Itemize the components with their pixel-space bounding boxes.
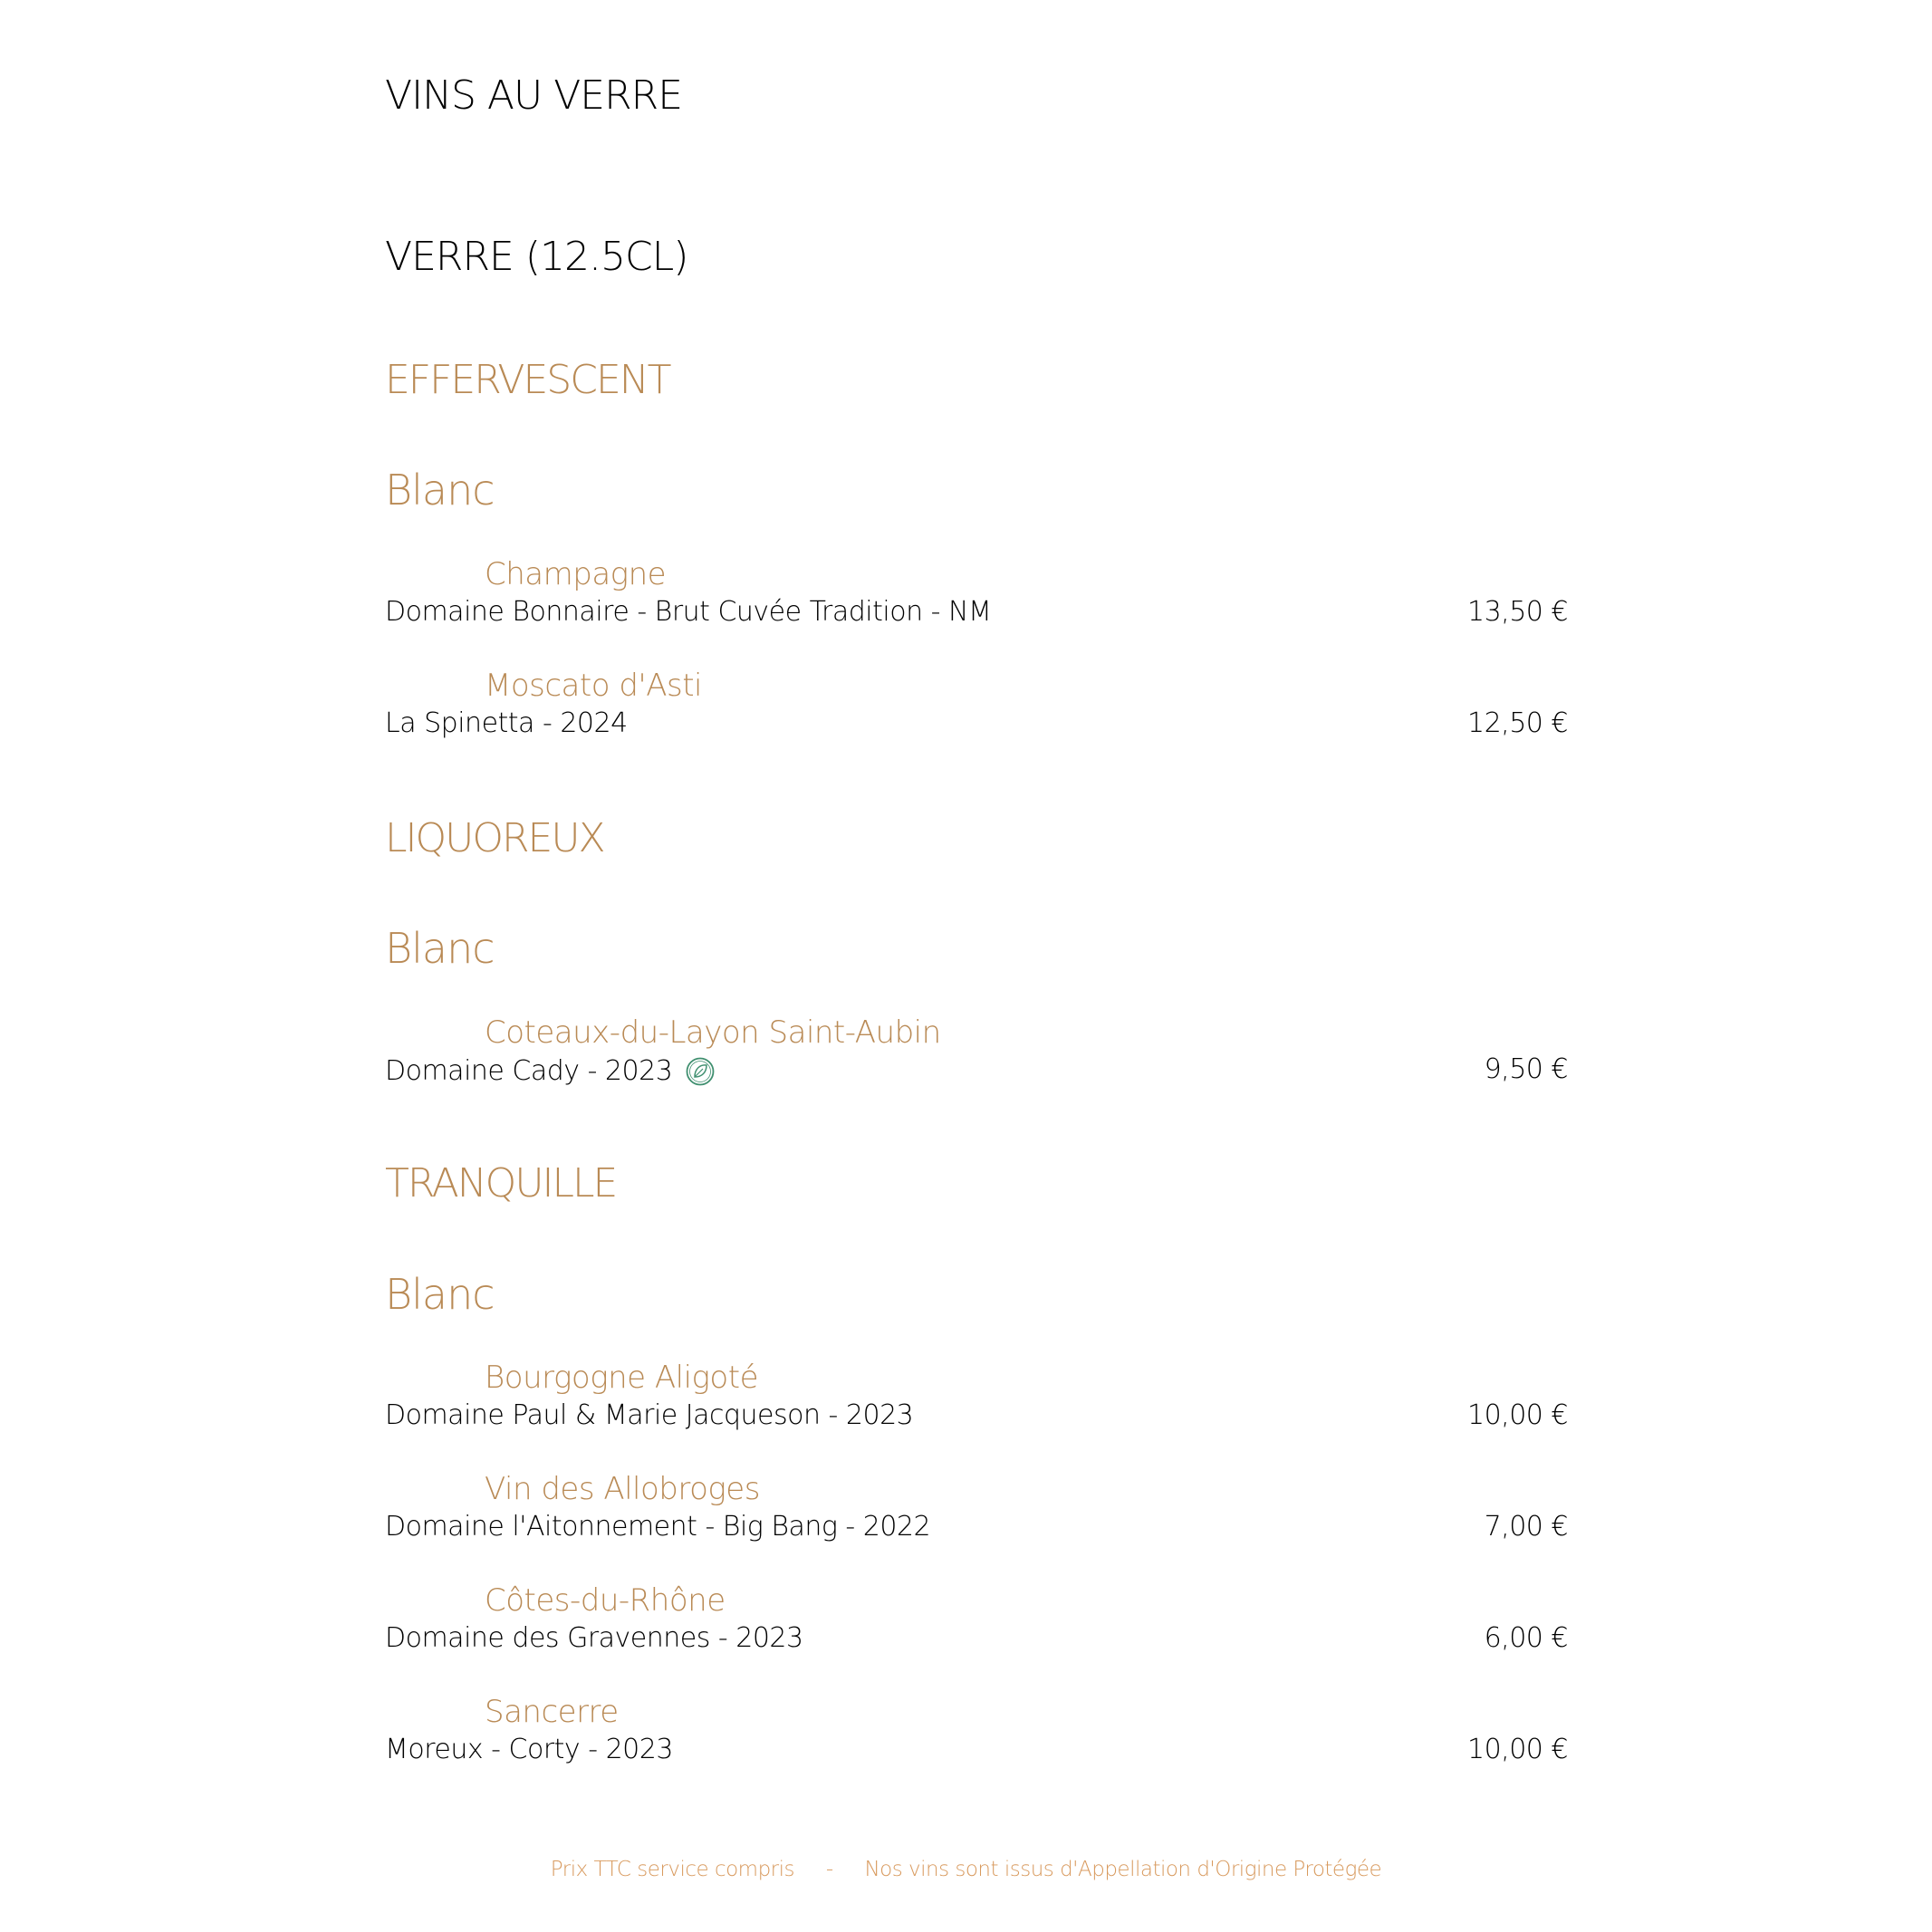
organic-leaf-icon (685, 1056, 716, 1087)
section-color-heading: Blanc (385, 924, 495, 973)
footer-right-text: Nos vins sont issus d'Appellation d'Origine Protégée (864, 1858, 1382, 1881)
wine-producer (385, 1736, 673, 1764)
wine-price: 10,00 € (1466, 1734, 1568, 1765)
wine-price: 7,00 € (1484, 1511, 1568, 1543)
footer-note (0, 1860, 1932, 1880)
section-color-heading: Blanc (385, 1270, 495, 1319)
section-category: LIQUOREUX (385, 815, 604, 861)
wine-appellation: Coteaux-du-Layon Saint-Aubin (485, 1014, 941, 1051)
section-category: EFFERVESCENT (385, 357, 670, 403)
section-color-heading: Blanc (385, 466, 495, 514)
wine-appellation: Côtes-du-Rhône (485, 1582, 726, 1619)
section-category: TRANQUILLE (385, 1160, 617, 1206)
wine-appellation: Sancerre (485, 1694, 619, 1730)
wine-producer (385, 596, 992, 628)
wine-appellation: Vin des Allobroges (485, 1471, 760, 1507)
page-title: VINS AU VERRE (385, 72, 683, 119)
wine-appellation: Moscato d'Asti (485, 668, 702, 704)
wine-producer (385, 1622, 803, 1654)
wine-price: 9,50 € (1484, 1053, 1568, 1085)
wine-price: 10,00 € (1466, 1399, 1568, 1431)
footer-left-text: Prix TTC service compris (550, 1858, 794, 1881)
wine-producer-text: Domaine Bonnaire - Brut Cuvée Tradition - NM (385, 596, 992, 628)
wine-producer-text: Domaine des Gravennes - 2023 (385, 1622, 803, 1654)
wine-producer-text: Domaine Paul & Marie Jacqueson - 2023 (385, 1399, 914, 1431)
wine-appellation: Bourgogne Aligoté (485, 1360, 758, 1396)
wine-price: 6,00 € (1484, 1622, 1568, 1654)
footer-separator: - (825, 1858, 833, 1881)
wine-price: 13,50 € (1466, 596, 1568, 628)
wine-producer-text: Domaine l'Aitonnement - Big Bang - 2022 (385, 1511, 931, 1543)
wine-producer (385, 1511, 931, 1543)
wine-price: 12,50 € (1466, 707, 1568, 739)
wine-appellation: Champagne (485, 556, 667, 592)
wine-producer (385, 1056, 716, 1087)
wine-producer (385, 707, 628, 739)
wine-producer (385, 1399, 914, 1431)
wine-producer-text: Domaine Cady - 2023 (385, 1055, 673, 1087)
page-subtitle: VERRE (12.5CL) (385, 234, 688, 280)
wine-producer-text: Moreux - Corty - 2023 (385, 1734, 673, 1765)
wine-producer-text: La Spinetta - 2024 (385, 707, 628, 739)
